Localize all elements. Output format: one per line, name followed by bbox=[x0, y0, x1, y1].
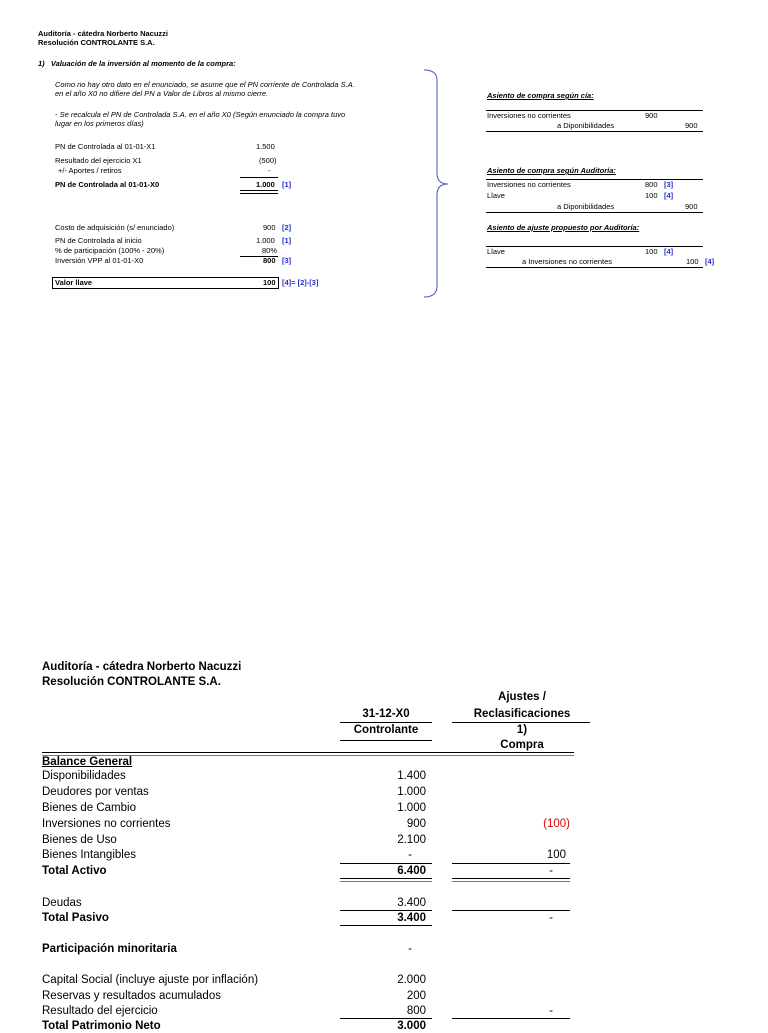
asiento-auditoria-credit-label: a Diponibilidades bbox=[557, 202, 615, 211]
asiento-auditoria-d2-ref: [4] bbox=[664, 191, 674, 200]
asiento-cia-credit-label: a Diponibilidades bbox=[557, 121, 615, 130]
total-pasivo-label: Total Pasivo bbox=[42, 912, 109, 924]
note2-line1: - Se recalcula el PN de Controlada S.A. en el año X0 (Según enunciado la compra tuvo bbox=[55, 110, 346, 119]
asiento-ajuste-credit-ref: [4] bbox=[705, 257, 715, 266]
total-pn-label: Total Patrimonio Neto bbox=[42, 1020, 161, 1032]
pn-row-value: 1.500 bbox=[256, 142, 275, 151]
asiento-cia-debit-value: 900 bbox=[645, 111, 658, 120]
curly-brace-icon bbox=[420, 68, 450, 300]
balance-row-v1: 900 bbox=[406, 818, 426, 830]
balance-row-v1: 1.000 bbox=[397, 786, 426, 798]
section-title: 1) Valuación de la inversión al momento de la compra: bbox=[38, 59, 236, 68]
balance-row-v1: 1.000 bbox=[397, 802, 426, 814]
resultado-label: Resultado del ejercicio bbox=[42, 1005, 158, 1017]
col2-header-4: Compra bbox=[500, 739, 544, 751]
asiento-auditoria-d1-ref: [3] bbox=[664, 180, 674, 189]
asiento-ajuste-debit-value: 100 bbox=[645, 247, 658, 256]
asiento-ajuste-title: Asiento de ajuste propuesto por Auditoría: bbox=[487, 223, 640, 232]
pn-sub-line-2 bbox=[452, 1018, 570, 1019]
pn-subtotal-line bbox=[240, 177, 278, 178]
balance-row-label: Disponibilidades bbox=[42, 770, 126, 782]
balance-row-label: Bienes de Cambio bbox=[42, 802, 136, 814]
pn-total-double-line bbox=[240, 190, 278, 194]
asiento-auditoria-d1-value: 800 bbox=[645, 180, 658, 189]
capital-label: Capital Social (incluye ajuste por inflación) bbox=[42, 974, 259, 986]
balance-section-title: Balance General bbox=[42, 756, 133, 768]
asiento-ajuste-debit-label: Llave bbox=[487, 247, 505, 256]
minoritaria-label: Participación minoritaria bbox=[42, 943, 177, 955]
asiento-auditoria-title: Asiento de compra según Auditoría: bbox=[487, 166, 616, 175]
balance-row-v1: - bbox=[408, 849, 412, 861]
pn-total-label: PN de Controlada al 01-01-X0 bbox=[55, 180, 160, 189]
activo-double-line-2 bbox=[452, 878, 570, 882]
total-activo-label: Total Activo bbox=[42, 865, 107, 877]
costo-row-label: % de participación (100% - 20%) bbox=[55, 246, 165, 255]
col2-header-1: Ajustes / bbox=[498, 691, 546, 703]
sheet-header-1: Auditoría - cátedra Norberto Nacuzzi bbox=[38, 29, 169, 38]
resultado-v2: - bbox=[549, 1005, 553, 1017]
valor-llave-value: 100 bbox=[263, 278, 276, 287]
asiento-ajuste-debit-ref: [4] bbox=[664, 247, 674, 256]
reservas-v1: 200 bbox=[406, 990, 426, 1002]
resultado-v1: 800 bbox=[406, 1005, 426, 1017]
balance-row-label: Deudores por ventas bbox=[42, 786, 149, 798]
sheet-header-2: Resolución CONTROLANTE S.A. bbox=[38, 38, 155, 47]
capital-v1: 2.000 bbox=[397, 974, 426, 986]
col1-name: Controlante bbox=[353, 724, 419, 736]
pn-row-label: +/- Aportes / retiros bbox=[58, 166, 122, 175]
balance-header-2: Resolución CONTROLANTE S.A. bbox=[42, 676, 221, 688]
total-pasivo-v1: 3.400 bbox=[397, 912, 426, 924]
col2-header-2: Reclasificaciones bbox=[473, 708, 571, 720]
asiento-ajuste-credit-label: a Inversiones no corrientes bbox=[522, 257, 613, 266]
pn-row-label: PN de Controlada al 01-01-X1 bbox=[55, 142, 156, 151]
balance-row-v1: 1.400 bbox=[397, 770, 426, 782]
balance-row-label: Inversiones no corrientes bbox=[42, 818, 171, 830]
asiento-cia-bottom-line bbox=[486, 131, 703, 132]
reservas-label: Reservas y resultados acumulados bbox=[42, 990, 221, 1002]
pn-total-ref: [1] bbox=[282, 180, 292, 189]
activo-double-line bbox=[340, 878, 432, 882]
costo-row-value: 900 bbox=[263, 223, 276, 232]
balance-row-label: Bienes de Uso bbox=[42, 834, 117, 846]
costo-row-value: 80% bbox=[262, 246, 278, 255]
pn-row-value: - bbox=[268, 166, 271, 175]
asiento-auditoria-d2-value: 100 bbox=[645, 191, 658, 200]
balance-row-v2: 100 bbox=[546, 849, 566, 861]
costo-row-ref: [1] bbox=[282, 236, 292, 245]
total-activo-v1: 6.400 bbox=[397, 865, 426, 877]
costo-row-label: Inversión VPP al 01-01-X0 bbox=[55, 256, 144, 265]
asiento-auditoria-d1-label: Inversiones no corrientes bbox=[487, 180, 571, 189]
asiento-auditoria-d2-label: Llave bbox=[487, 191, 505, 200]
costo-row-label: PN de Controlada al inicio bbox=[55, 236, 142, 245]
costo-row-value: 1.000 bbox=[256, 236, 275, 245]
asiento-cia-credit-value: 900 bbox=[685, 121, 698, 130]
asiento-ajuste-credit-value: 100 bbox=[686, 257, 699, 266]
col1-date: 31-12-X0 bbox=[362, 708, 410, 720]
asiento-auditoria-bottom-line bbox=[486, 212, 703, 213]
balance-row-label: Bienes Intangibles bbox=[42, 849, 136, 861]
deudas-v1: 3.400 bbox=[397, 897, 426, 909]
costo-row-label: Costo de adquisición (s/ enunciado) bbox=[55, 223, 175, 232]
costo-row-ref: [3] bbox=[282, 256, 292, 265]
balance-row-v2: (100) bbox=[543, 818, 570, 830]
total-pasivo-v2: - bbox=[549, 912, 553, 924]
pasivo-under-line bbox=[340, 925, 432, 926]
pn-total-value: 1.000 bbox=[256, 180, 275, 189]
costo-row-ref: [2] bbox=[282, 223, 292, 232]
total-pn-v1: 3.000 bbox=[397, 1020, 426, 1032]
asiento-auditoria-credit-value: 900 bbox=[685, 202, 698, 211]
note2-line2: lugar en los primeros días) bbox=[55, 119, 144, 128]
asiento-cia-debit-label: Inversiones no corrientes bbox=[487, 111, 571, 120]
costo-row-value: 800 bbox=[263, 256, 276, 265]
col2-header-3: 1) bbox=[516, 724, 528, 736]
valor-llave-ref: [4]= [2]-[3] bbox=[282, 278, 319, 287]
asiento-ajuste-bottom-line bbox=[486, 267, 703, 268]
note1-line1: Como no hay otro dato en el enunciado, se asume que el PN corriente de Controlada S.A. bbox=[55, 80, 355, 89]
pn-row-label: Resultado del ejercicio X1 bbox=[55, 156, 142, 165]
col1-under-line bbox=[340, 740, 432, 741]
asiento-cia-title: Asiento de compra según cía: bbox=[487, 91, 594, 100]
deudas-label: Deudas bbox=[42, 897, 82, 909]
total-activo-v2: - bbox=[549, 865, 553, 877]
pn-row-value: (500) bbox=[259, 156, 277, 165]
minoritaria-v1: - bbox=[408, 943, 412, 955]
note1-line2: en el año X0 no difiere del PN a Valor de Libros al mismo cierre. bbox=[55, 89, 269, 98]
valor-llave-label: Valor llave bbox=[55, 278, 93, 287]
balance-row-v1: 2.100 bbox=[397, 834, 426, 846]
balance-header-1: Auditoría - cátedra Norberto Nacuzzi bbox=[42, 661, 242, 673]
